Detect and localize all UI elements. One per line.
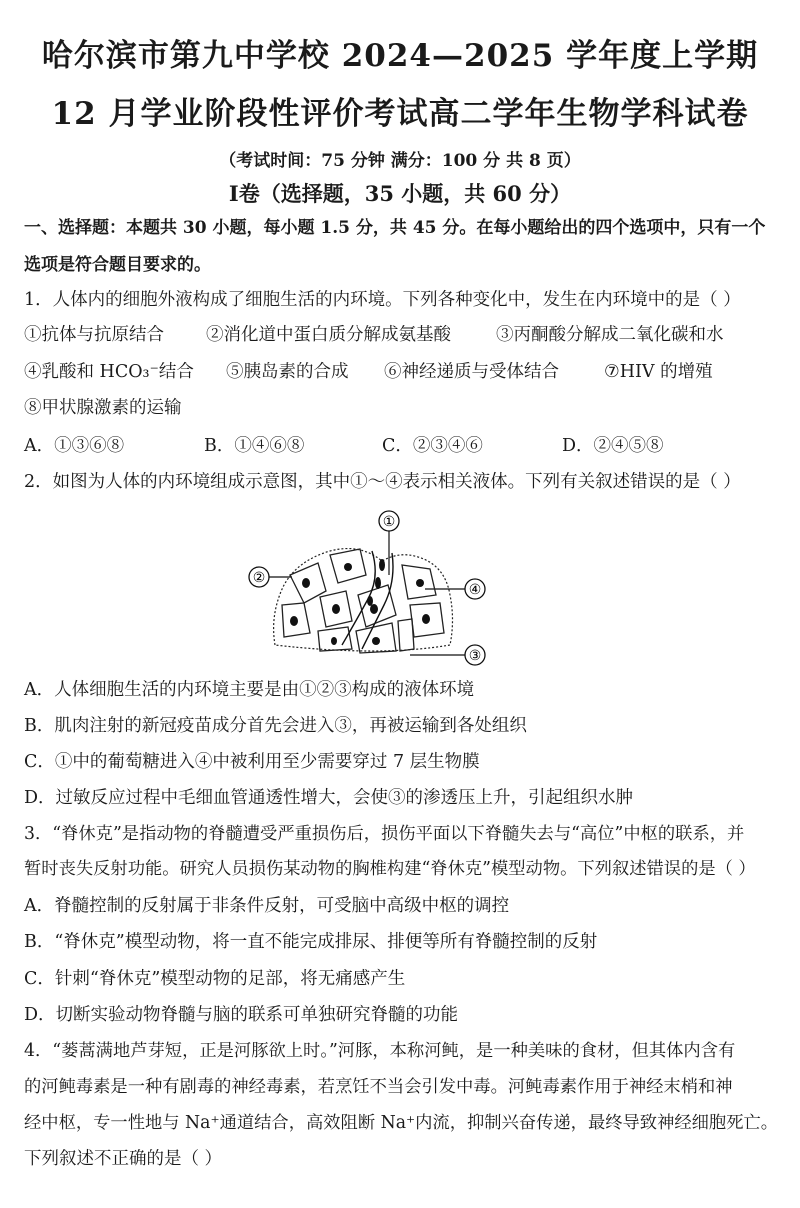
label-1: ① xyxy=(382,514,396,530)
q3-option-b[interactable]: B．“脊休克”模型动物，将一直不能完成排尿、排便等所有脊髓控制的反射 xyxy=(24,932,598,952)
q3-option-d[interactable]: D．切断实验动物脊髓与脑的联系可单独研究脊髓的功能 xyxy=(24,1005,459,1025)
label-4: ④ xyxy=(468,582,482,598)
q1-item: ⑥神经递质与受体结合 xyxy=(384,362,559,382)
q2-stem: 2．如图为人体的内环境组成示意图，其中①～④表示相关液体。下列有关叙述错误的是（ ） xyxy=(24,472,741,492)
q3-stem-line1: 3．“脊休克”是指动物的脊髓遭受严重损伤后，损伤平面以下脊髓失去与“高位”中枢的联系，并 xyxy=(24,824,745,844)
label-3-group xyxy=(410,645,485,665)
q2-option-d[interactable]: D．过敏反应过程中毛细血管通透性增大，会使③的渗透压上升，引起组织水肿 xyxy=(24,788,634,808)
exam-title-line2: 12 月学业阶段性评价考试高二学年生物学科试卷 xyxy=(51,96,749,132)
q4-stem-line2: 的河鲀毒素是一种有剧毒的神经毒素，若烹饪不当会引发中毒。河鲀毒素作用于神经末梢和神 xyxy=(24,1077,733,1097)
instructions-line1: 一、选择题：本题共 30 小题，每小题 1.5 分，共 45 分。在每小题给出的四个选项中，只有一个 xyxy=(24,218,766,238)
q1-item: ④乳酸和 HCO₃⁻结合 xyxy=(24,362,194,382)
q1-option-b[interactable]: B．①④⑥⑧ xyxy=(204,436,305,456)
q1-item: ⑧甲状腺激素的运输 xyxy=(24,398,182,418)
q4-stem-line4: 下列叙述不正确的是（ ） xyxy=(24,1149,223,1169)
q4-stem-line1: 4．“蒌蒿满地芦芽短，正是河豚欲上时。”河豚，本称河鲀，是一种美味的食材，但其体内含有 xyxy=(24,1041,736,1061)
q3-option-c[interactable]: C．针刺“脊休克”模型动物的足部，将无痛感产生 xyxy=(24,969,406,989)
exam-info: （考试时间：75 分钟 满分：100 分 共 8 页） xyxy=(219,151,581,171)
q1-item: ②消化道中蛋白质分解成氨基酸 xyxy=(206,325,451,345)
tissue-diagram xyxy=(0,505,800,675)
q1-option-d[interactable]: D．②④⑤⑧ xyxy=(562,436,664,456)
q2-option-c[interactable]: C．①中的葡萄糖进入④中被利用至少需要穿过 7 层生物膜 xyxy=(24,752,480,772)
label-2: ② xyxy=(252,570,266,586)
q1-item: ③丙酮酸分解成二氧化碳和水 xyxy=(496,325,724,345)
q4-stem-line3: 经中枢，专一性地与 Na⁺通道结合，高效阻断 Na⁺内流，抑制兴奋传递，最终导致神经细胞死亡。 xyxy=(24,1113,779,1133)
q2-option-b[interactable]: B．肌肉注射的新冠疫苗成分首先会进入③，再被运输到各处组织 xyxy=(24,716,527,736)
label-2-group xyxy=(249,567,292,587)
q3-option-a[interactable]: A．脊髓控制的反射属于非条件反射，可受脑中高级中枢的调控 xyxy=(24,896,510,916)
q2-option-a[interactable]: A．人体细胞生活的内环境主要是由①②③构成的液体环境 xyxy=(24,680,475,700)
section-title: Ⅰ卷（选择题，35 小题，共 60 分） xyxy=(228,181,572,206)
q1-item: ⑤胰岛素的合成 xyxy=(226,362,349,382)
q1-option-a[interactable]: A．①③⑥⑧ xyxy=(24,436,125,456)
q1-option-c[interactable]: C．②③④⑥ xyxy=(382,436,483,456)
q1-item: ①抗体与抗原结合 xyxy=(24,325,164,345)
instructions-line2: 选项是符合题目要求的。 xyxy=(24,255,211,275)
label-3: ③ xyxy=(468,648,482,664)
q3-stem-line2: 暂时丧失反射功能。研究人员损伤某动物的胸椎构建“脊休克”模型动物。下列叙述错误的是（ ） xyxy=(24,859,756,879)
exam-title-line1: 哈尔滨市第九中学校 2024—2025 学年度上学期 xyxy=(41,38,759,74)
tissue-cells xyxy=(282,549,444,653)
q1-stem: 1．人体内的细胞外液构成了细胞生活的内环境。下列各种变化中，发生在内环境中的是（ ） xyxy=(24,290,741,310)
q1-item: ⑦HIV 的增殖 xyxy=(604,362,713,382)
